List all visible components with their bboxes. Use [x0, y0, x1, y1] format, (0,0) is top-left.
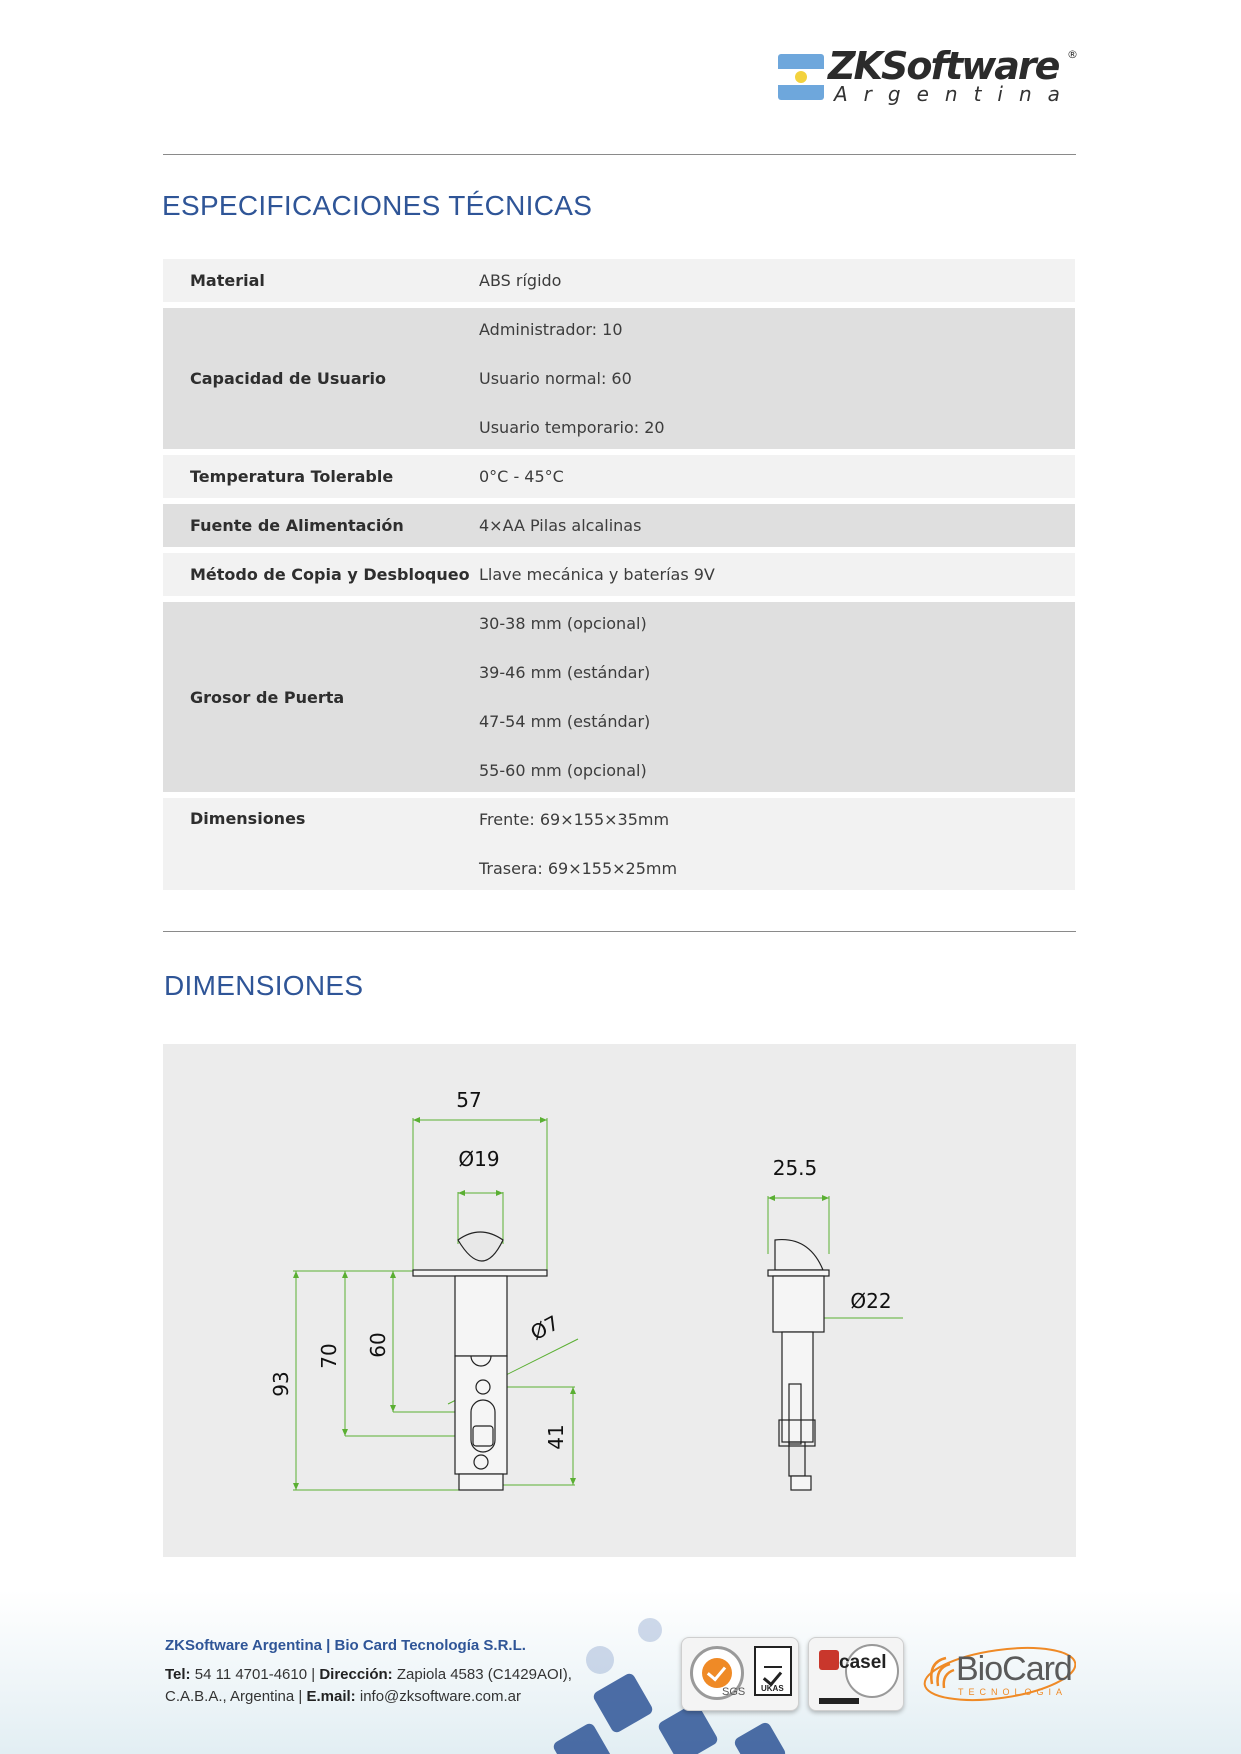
- spec-row: [163, 504, 1075, 547]
- casel-label: casel: [839, 1652, 887, 1673]
- email-value: info@zksoftware.com.ar: [359, 1688, 521, 1705]
- address-line1: Zapiola 4583 (C1429AOI),: [396, 1666, 572, 1683]
- spec-label: Grosor de Puerta: [190, 687, 345, 707]
- spec-value: Usuario temporario: 20: [479, 418, 665, 437]
- spec-value: 55-60 mm (opcional): [479, 761, 647, 780]
- spec-value: Frente: 69×155×35mm: [479, 810, 670, 829]
- dim-60-label: 60: [366, 1332, 390, 1358]
- dimensions-title: DIMENSIONES: [164, 970, 364, 1001]
- ukas-seal-icon: [754, 1646, 792, 1696]
- address-line2: C.A.B.A., Argentina: [165, 1688, 295, 1705]
- argentina-flag-icon: [778, 54, 824, 100]
- email-label: E.mail:: [306, 1688, 356, 1705]
- spec-row: [163, 553, 1075, 596]
- spec-value: ABS rígido: [479, 271, 562, 290]
- spec-value: Usuario normal: 60: [479, 369, 632, 388]
- biocard-subtitle: TECNOLOGIA: [958, 1687, 1068, 1697]
- sgs-label: SGS: [722, 1686, 746, 1698]
- footer-company: ZKSoftware Argentina | Bio Card Tecnología S.R.L.: [165, 1637, 526, 1654]
- biocard-wordmark: BioCard: [956, 1650, 1072, 1688]
- footer-separator: |: [311, 1666, 316, 1683]
- logo-wordmark: ZKSoftware: [828, 44, 1059, 88]
- spec-label: Capacidad de Usuario: [190, 369, 386, 388]
- dimensions-drawing: [163, 1044, 1076, 1557]
- zksoftware-logo: [776, 46, 1076, 106]
- spec-row: [163, 602, 1075, 792]
- spec-row: [163, 455, 1075, 498]
- lock-drawing-svg: [163, 1044, 1076, 1557]
- spec-value: 4×AA Pilas alcalinas: [479, 516, 642, 535]
- logo-registered-mark: ®: [1067, 48, 1078, 61]
- casel-mark-icon: [819, 1650, 839, 1670]
- dim-side-diameter-label: Ø22: [850, 1289, 892, 1313]
- spec-label: Método de Copia y Desbloqueo: [190, 565, 470, 584]
- spec-label: Temperatura Tolerable: [190, 467, 394, 486]
- dim-93-label: 93: [269, 1371, 293, 1397]
- spec-row: [163, 798, 1075, 890]
- spec-value: 30-38 mm (opcional): [479, 614, 647, 633]
- spec-label: Dimensiones: [190, 809, 306, 828]
- certification-badge-sgs-ukas: [681, 1637, 799, 1711]
- tel-label: Tel:: [165, 1666, 191, 1683]
- spec-row: [163, 308, 1075, 449]
- address-label: Dirección:: [319, 1666, 393, 1683]
- spec-value: 0°C - 45°C: [479, 467, 564, 486]
- logo-subtitle: Argentina: [834, 82, 1076, 106]
- spec-value: 39-46 mm (estándar): [479, 663, 651, 682]
- dim-41-label: 41: [544, 1424, 568, 1450]
- divider: [163, 154, 1076, 155]
- dim-side-width-label: 25.5: [772, 1156, 818, 1180]
- spec-value: 47-54 mm (estándar): [479, 712, 651, 731]
- spec-label: Fuente de Alimentación: [190, 516, 404, 535]
- divider: [163, 931, 1076, 932]
- specs-title: ESPECIFICACIONES TÉCNICAS: [162, 190, 593, 221]
- dim-small-diameter-label: Ø7: [526, 1310, 563, 1346]
- dim-top-diameter-label: Ø19: [458, 1147, 500, 1171]
- spec-value: Trasera: 69×155×25mm: [479, 859, 678, 878]
- spec-row: [163, 259, 1075, 302]
- specs-table: [163, 259, 1075, 896]
- footer-contact-line1: [165, 1666, 572, 1683]
- spec-label: Material: [190, 271, 265, 290]
- dim-width-label: 57: [456, 1088, 482, 1112]
- tel-value: 54 11 4701-4610: [194, 1666, 308, 1683]
- biocard-logo: [918, 1642, 1076, 1704]
- certification-badge-casel: [808, 1637, 904, 1711]
- dim-70-label: 70: [317, 1343, 341, 1369]
- casel-bar: [819, 1698, 859, 1704]
- footer-contact-line2: [165, 1688, 521, 1705]
- footer-separator: |: [298, 1688, 303, 1705]
- spec-value: Llave mecánica y baterías 9V: [479, 565, 715, 584]
- ukas-label: UKAS: [761, 1684, 784, 1693]
- spec-value: Administrador: 10: [479, 320, 623, 339]
